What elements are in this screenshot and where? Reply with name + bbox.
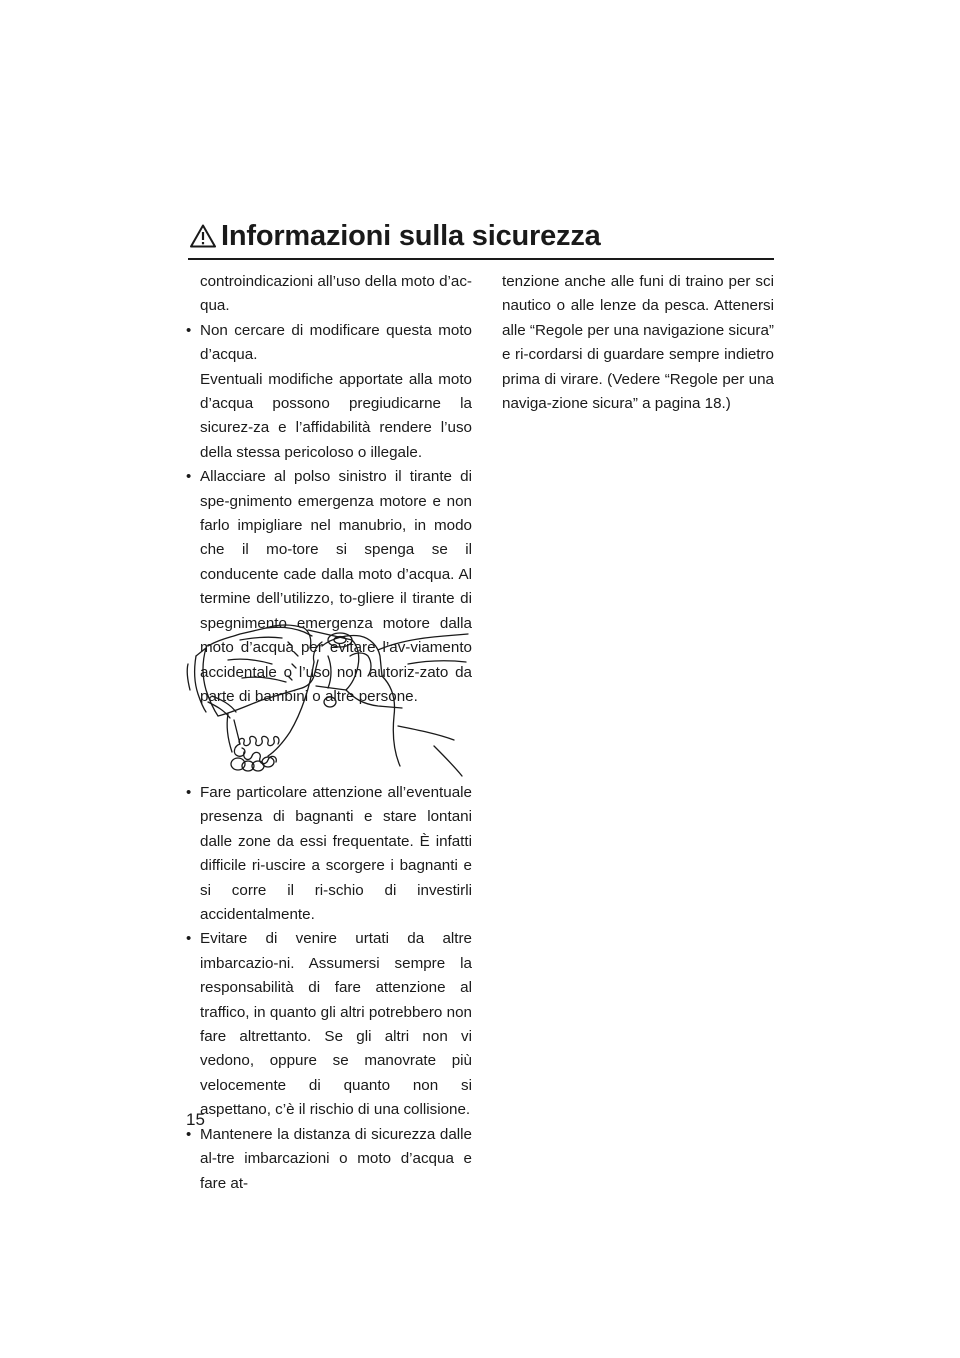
bullet-item xyxy=(186,781,472,927)
right-column xyxy=(502,270,774,416)
shut-off-cord-illustration xyxy=(182,616,474,778)
page-header xyxy=(188,222,774,260)
bullet-text: • Allacciare al polso sinistro il tirante di spe-gnimento emergenza motore e non farlo impigliare nel manubrio, in modo che il mo-tore si spenga se il conducente cade dalla moto d’acqua. Al termine dell’utilizzo, to-gliere il tirante di spegnimento emergenza motore dalla moto d’acqua per evitare l’av-viamento accidentale o l’uso non autoriz-zato da parte di bambini o altre persone. xyxy=(200,468,472,705)
left-column-bottom xyxy=(186,781,472,1196)
bullet-item xyxy=(186,927,472,1122)
page-number: 15 xyxy=(186,1110,205,1129)
page-title: Informazioni sulla sicurezza xyxy=(221,220,601,252)
bullet-text: • Mantenere la distanza di sicurezza dalle al-tre imbarcazioni o moto d’acqua e fare at- xyxy=(200,1125,472,1192)
bullet-text: • Fare particolare attenzione all’eventuale presenza di bagnanti e stare lontani dalle zone da essi frequentate. È infatti difficile ri-uscire a scorgere i bagnanti e si corre il ri-schio di investirli accidentalmente. xyxy=(200,784,472,924)
warning-triangle-icon xyxy=(190,224,216,248)
bullet-item xyxy=(186,1123,472,1196)
continuation-paragraph: controindicazioni all’uso della moto d’ac-qua. xyxy=(200,273,472,315)
bullet-subtext: Eventuali modifiche apportate alla moto d’acqua possono pregiudicarne la sicurez-za e l’affidabilità rendere l’uso della stessa pericoloso o illegale. xyxy=(200,370,472,461)
bullet-text: • Evitare di venire urtati da altre imbarcazio-ni. Assumersi sempre la responsabilità di fare attenzione al traffico, in quanto gli altri potrebbero non fare altrettanto. Se gli altri non vi vedono, oppure se manovrate più velocemente di quanto non si aspettano, c’è il rischio di una collisione. xyxy=(200,930,472,1119)
bullet-item xyxy=(186,319,472,465)
right-column-paragraph: tenzione anche alle funi di traino per sci nautico o alle lenze da pesca. Attenersi alle “Regole per una navigazione sicura” e ri-cordarsi di guardare sempre indietro prima di virare. (Vedere “Regole per una naviga-zione sicura” a pagina 18.) xyxy=(502,273,774,413)
bullet-text: • Non cercare di modificare questa moto d’acqua. xyxy=(200,321,472,364)
